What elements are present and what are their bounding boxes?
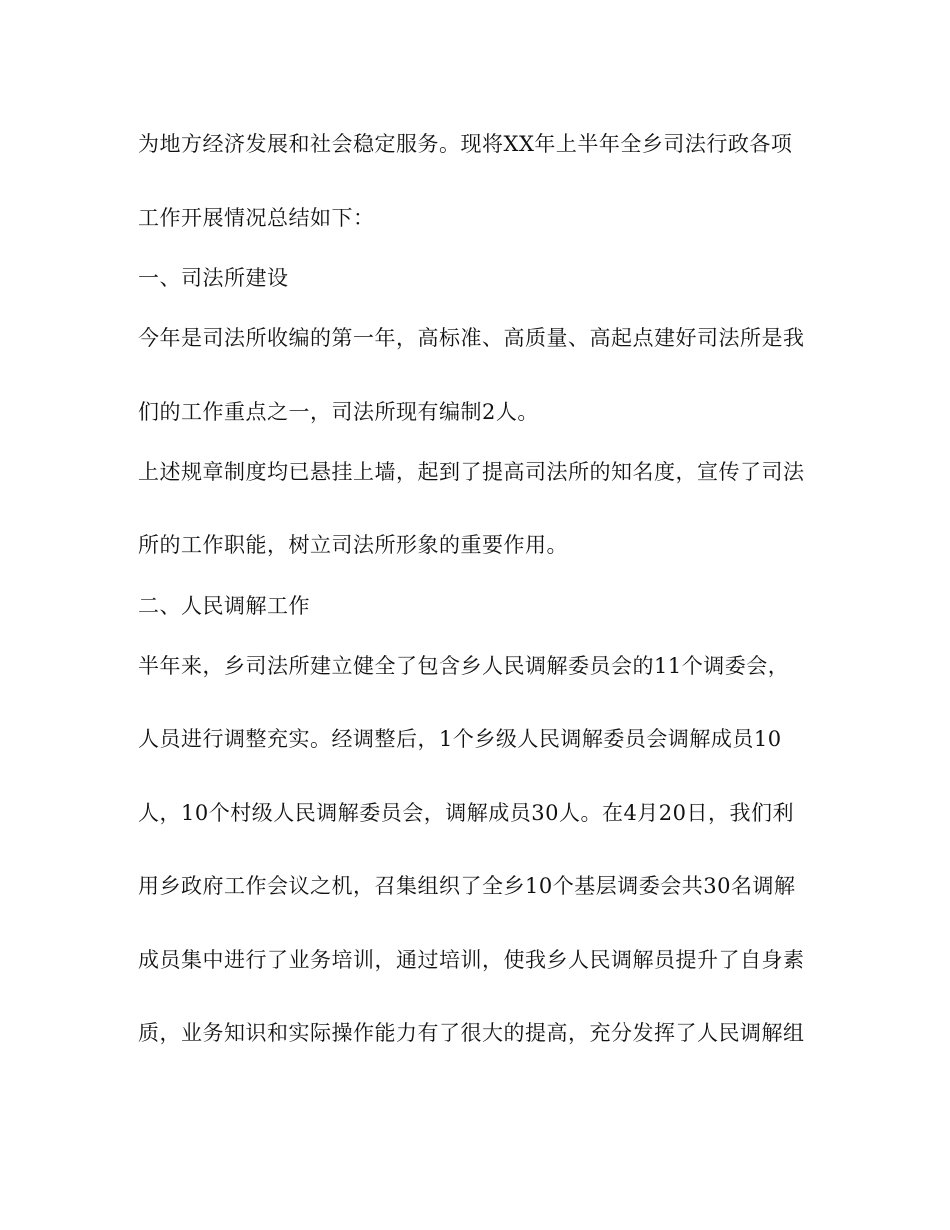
paragraph-line: 上述规章制度均已悬挂上墙，起到了提高司法所的知名度，宣传了司法 bbox=[138, 460, 805, 484]
paragraph-line: 今年是司法所收编的第一年，高标准、高质量、高起点建好司法所是我 bbox=[138, 326, 805, 350]
paragraph-line: 半年来，乡司法所建立健全了包含乡人民调解委员会的11个调委会， bbox=[138, 654, 790, 678]
paragraph-line: 为地方经济发展和社会稳定服务。现将XX年上半年全乡司法行政各项 bbox=[138, 132, 793, 156]
paragraph-line: 质，业务知识和实际操作能力有了很大的提高，充分发挥了人民调解组 bbox=[138, 1021, 805, 1045]
paragraph-line: 成员集中进行了业务培训，通过培训，使我乡人民调解员提升了自身素 bbox=[138, 948, 805, 972]
section-heading: 一、司法所建设 bbox=[138, 266, 289, 290]
paragraph-line: 用乡政府工作会议之机，召集组织了全乡10个基层调委会共30名调解 bbox=[138, 874, 796, 898]
paragraph-line: 人，10个村级人民调解委员会，调解成员30人。在4月20日，我们利 bbox=[138, 801, 795, 825]
section-heading: 二、人民调解工作 bbox=[138, 594, 310, 618]
paragraph-line: 工作开展情况总结如下： bbox=[138, 206, 375, 230]
paragraph-line: 所的工作职能，树立司法所形象的重要作用。 bbox=[138, 533, 568, 557]
paragraph-line: 们的工作重点之一，司法所现有编制2人。 bbox=[138, 400, 539, 424]
paragraph-line: 人员进行调整充实。经调整后，1个乡级人民调解委员会调解成员10 bbox=[138, 727, 782, 751]
